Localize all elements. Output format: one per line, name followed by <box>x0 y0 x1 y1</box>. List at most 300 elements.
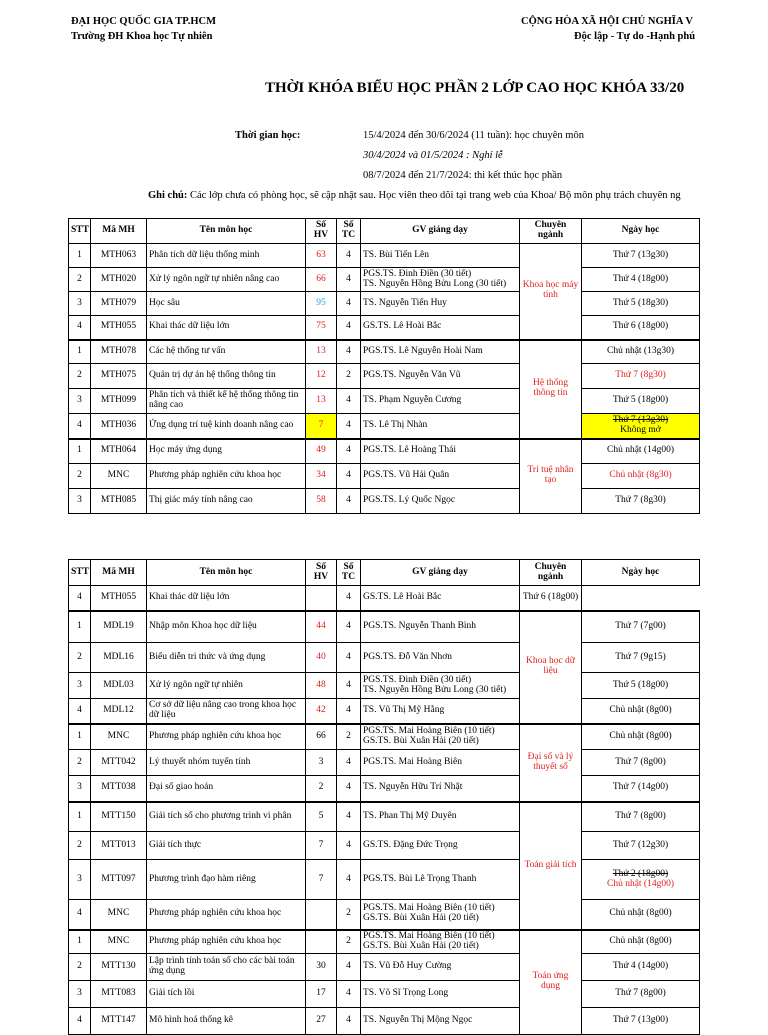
day-text: Thứ 5 (18g00) <box>612 679 669 690</box>
row-course-name: Lập trình tính toán số cho các bài toán ứng dụng <box>147 954 306 981</box>
day-text: Thứ 7 (8g00) <box>615 810 666 821</box>
row-stt: 2 <box>69 643 91 673</box>
row-course-name: Phân tích và thiết kế hệ thống thông tin nâng cao <box>147 389 306 414</box>
row-course-name: Biểu diễn tri thức và ứng dụng <box>147 643 306 673</box>
row-stt: 4 <box>69 316 91 340</box>
day-text: Thứ 7 (13g30) <box>612 414 669 425</box>
row-credits: 2 <box>337 724 361 750</box>
row-student-count: 13 <box>306 389 337 414</box>
row-student-count: 34 <box>306 464 337 489</box>
lecturer-name: PGS.TS. Lê Nguyễn Hoài Nam <box>363 345 483 356</box>
col-code: Mã MH <box>91 219 147 244</box>
row-student-count: 3 <box>306 750 337 776</box>
row-lecturer <box>361 439 520 464</box>
row-code: MTH055 <box>91 316 147 340</box>
day-text: Thứ 2 (18g00) <box>612 868 669 879</box>
row-lecturer <box>361 611 520 643</box>
row-course-name: Xử lý ngôn ngữ tự nhiên <box>147 673 306 699</box>
row-credits: 4 <box>337 340 361 364</box>
row-student-count: 27 <box>306 1008 337 1035</box>
row-lecturer <box>361 1008 520 1035</box>
col-day: Ngày học <box>582 219 700 244</box>
row-lecturer <box>361 268 520 292</box>
schedule-label: Thời gian học: <box>235 130 301 141</box>
row-code: MTT147 <box>91 1008 147 1035</box>
row-major: Trí tuệ nhân tạo <box>520 439 582 514</box>
row-stt: 1 <box>69 930 91 954</box>
row-credits: 4 <box>337 292 361 316</box>
row-day <box>582 439 700 464</box>
lecturer-name: GS.TS. Lê Hoài Bắc <box>363 591 442 602</box>
row-student-count: 48 <box>306 673 337 699</box>
row-stt: 2 <box>69 464 91 489</box>
lecturer-name: GS.TS. Bùi Xuân Hải (20 tiết) <box>363 940 479 951</box>
row-student-count: 17 <box>306 981 337 1008</box>
row-credits: 2 <box>337 930 361 954</box>
row-lecturer <box>361 900 520 930</box>
note-label: Ghi chú: <box>148 190 188 201</box>
col-lecturer: GV giảng dạy <box>361 560 520 586</box>
schedule-line-2: 30/4/2024 và 01/5/2024 : Nghỉ lễ <box>363 150 503 161</box>
row-code: MNC <box>91 724 147 750</box>
lecturer-name: TS. Nguyễn Hồng Bửu Long (30 tiết) <box>363 684 507 695</box>
day-text: Thứ 7 (8g00) <box>615 756 666 767</box>
row-credits: 4 <box>337 414 361 439</box>
day-text: Thứ 7 (13g00) <box>612 1015 669 1026</box>
row-credits: 4 <box>337 316 361 340</box>
row-day <box>582 414 700 439</box>
row-stt: 1 <box>69 802 91 832</box>
row-credits: 4 <box>337 750 361 776</box>
row-lecturer <box>361 244 520 268</box>
row-stt: 3 <box>69 489 91 514</box>
row-course-name: Phương pháp nghiên cứu khoa học <box>147 930 306 954</box>
row-lecturer <box>361 860 520 900</box>
row-credits: 4 <box>337 832 361 860</box>
row-lecturer <box>361 802 520 832</box>
row-lecturer <box>361 364 520 389</box>
row-code: MTH055 <box>91 586 147 611</box>
row-student-count: 40 <box>306 643 337 673</box>
row-lecturer <box>361 724 520 750</box>
row-major: Khoa học máy tính <box>520 244 582 340</box>
row-credits: 4 <box>337 489 361 514</box>
row-course-name: Học sâu <box>147 292 306 316</box>
row-stt: 2 <box>69 268 91 292</box>
row-day <box>582 930 700 954</box>
row-lecturer <box>361 316 520 340</box>
row-day <box>582 268 700 292</box>
table-row <box>69 750 700 776</box>
table-row <box>69 832 700 860</box>
row-stt: 1 <box>69 724 91 750</box>
row-stt: 3 <box>69 673 91 699</box>
row-lecturer <box>361 586 520 611</box>
row-student-count: 13 <box>306 340 337 364</box>
table-row <box>69 268 700 292</box>
row-course-name: Lý thuyết nhóm tuyến tính <box>147 750 306 776</box>
faculty-name: Trường ĐH Khoa học Tự nhiên <box>71 31 213 42</box>
row-student-count: 49 <box>306 439 337 464</box>
row-stt: 1 <box>69 340 91 364</box>
row-student-count: 95 <box>306 292 337 316</box>
lecturer-name: TS. Nguyễn Tiến Huy <box>363 297 447 308</box>
day-text: Chủ nhật (8g00) <box>609 935 672 946</box>
row-student-count: 44 <box>306 611 337 643</box>
schedule-line-1: 15/4/2024 đến 30/6/2024 (11 tuần): học chuyên môn <box>363 130 584 141</box>
row-course-name: Phân tích dữ liệu thống minh <box>147 244 306 268</box>
university-name: ĐẠI HỌC QUỐC GIA TP.HCM <box>71 16 216 27</box>
table-row <box>69 699 700 724</box>
day-text: Thứ 7 (8g30) <box>615 495 666 506</box>
row-day <box>582 802 700 832</box>
schedule-line-3: 08/7/2024 đến 21/7/2024: thi kết thúc học phần <box>363 170 563 181</box>
row-credits: 4 <box>337 464 361 489</box>
row-stt: 2 <box>69 364 91 389</box>
table-row <box>69 1008 700 1035</box>
day-text: Thứ 7 (8g30) <box>615 370 666 381</box>
day-text-2: Chủ nhật (14g00) <box>606 878 675 889</box>
table-row <box>69 439 700 464</box>
row-course-name: Khai thác dữ liệu lớn <box>147 316 306 340</box>
table-row <box>69 364 700 389</box>
row-major: Toán giải tích <box>520 802 582 930</box>
schedule-table-1 <box>68 218 700 514</box>
row-course-name: Học máy ứng dụng <box>147 439 306 464</box>
row-major: Khoa học dữ liệu <box>520 611 582 724</box>
day-text: Thứ 6 (18g00) <box>612 321 669 332</box>
row-student-count: 75 <box>306 316 337 340</box>
table-row <box>69 414 700 439</box>
row-day <box>582 724 700 750</box>
row-stt: 3 <box>69 776 91 802</box>
lecturer-name: PGS.TS. Mai Hoàng Biên (10 tiết) <box>363 930 495 941</box>
row-student-count: 7 <box>306 832 337 860</box>
row-code: MTT083 <box>91 981 147 1008</box>
table-row <box>69 389 700 414</box>
row-course-name: Cơ sở dữ liệu nâng cao trong khoa học dữ liệu <box>147 699 306 724</box>
row-credits: 4 <box>337 860 361 900</box>
day-text: Chủ nhật (14g00) <box>606 445 675 456</box>
national-motto-1: CỘNG HÒA XÃ HỘI CHỦ NGHĨA V <box>521 16 693 27</box>
row-course-name: Các hệ thống tư vấn <box>147 340 306 364</box>
row-lecturer <box>361 464 520 489</box>
lecturer-name: PGS.TS. Mai Hoàng Biên (10 tiết) <box>363 903 495 914</box>
row-course-name: Giải tích thực <box>147 832 306 860</box>
row-student-count: 42 <box>306 699 337 724</box>
lecturer-name: GS.TS. Đặng Đức Trọng <box>363 839 458 850</box>
row-course-name: Mô hình hoá thống kê <box>147 1008 306 1035</box>
row-code: MTH020 <box>91 268 147 292</box>
row-stt: 3 <box>69 292 91 316</box>
row-credits: 4 <box>337 673 361 699</box>
row-code: MTH078 <box>91 340 147 364</box>
row-stt: 3 <box>69 981 91 1008</box>
table-row <box>69 489 700 514</box>
row-day <box>582 776 700 802</box>
row-lecturer <box>361 389 520 414</box>
row-code: MDL03 <box>91 673 147 699</box>
row-student-count: 7 <box>306 414 337 439</box>
lecturer-name: GS.TS. Bùi Xuân Hải (20 tiết) <box>363 913 479 924</box>
row-day <box>582 389 700 414</box>
row-day <box>582 489 700 514</box>
table-row <box>69 586 700 611</box>
row-student-count <box>306 900 337 930</box>
lecturer-name: PGS.TS. Nguyễn Văn Vũ <box>363 370 461 381</box>
day-text: Thứ 4 (14g00) <box>612 961 669 972</box>
row-student-count: 63 <box>306 244 337 268</box>
row-stt: 1 <box>69 611 91 643</box>
row-lecturer <box>361 954 520 981</box>
row-code: MTT013 <box>91 832 147 860</box>
lecturer-name: TS. Lê Thị Nhàn <box>363 419 428 430</box>
row-credits: 4 <box>337 611 361 643</box>
day-text: Thứ 5 (18g00) <box>612 395 669 406</box>
table-row <box>69 464 700 489</box>
row-day <box>582 364 700 389</box>
row-day <box>582 750 700 776</box>
row-lecturer <box>361 930 520 954</box>
row-day <box>582 244 700 268</box>
lecturer-name: TS. Nguyễn Thị Mộng Ngọc <box>363 1015 473 1026</box>
table-row <box>69 643 700 673</box>
lecturer-name: GS.TS. Bùi Xuân Hải (20 tiết) <box>363 735 479 746</box>
row-day <box>582 699 700 724</box>
lecturer-name: TS. Nguyễn Hồng Bửu Long (30 tiết) <box>363 278 507 289</box>
row-lecturer <box>361 340 520 364</box>
col-stt: STT <box>69 219 91 244</box>
row-stt: 4 <box>69 699 91 724</box>
row-credits: 4 <box>337 268 361 292</box>
row-credits: 4 <box>337 439 361 464</box>
col-name: Tên môn học <box>147 219 306 244</box>
row-student-count: 66 <box>306 268 337 292</box>
row-day <box>582 643 700 673</box>
row-course-name: Đại số giao hoán <box>147 776 306 802</box>
row-course-name: Nhập môn Khoa học dữ liệu <box>147 611 306 643</box>
row-course-name: Quản trị dự án hệ thống thông tin <box>147 364 306 389</box>
lecturer-name: PGS.TS. Mai Hoàng Biên <box>363 756 462 767</box>
day-text: Thứ 7 (7g00) <box>615 620 666 631</box>
table-row <box>69 611 700 643</box>
col-code: Mã MH <box>91 560 147 586</box>
note-text: Các lớp chưa có phòng học, sẽ cập nhật sau. Học viên theo dõi tại trang web của Khoa/ Bộ môn phụ trách chuyên ng <box>187 190 681 201</box>
day-text-2: Không mở <box>620 424 661 435</box>
row-major: Toán ứng dụng <box>520 930 582 1035</box>
day-text: Chủ nhật (8g30) <box>609 470 672 481</box>
row-course-name: Phương pháp nghiên cứu khoa học <box>147 724 306 750</box>
row-code: MDL16 <box>91 643 147 673</box>
day-text: Chủ nhật (8g00) <box>609 908 672 919</box>
row-day <box>582 292 700 316</box>
row-code: MTH099 <box>91 389 147 414</box>
lecturer-name: PGS.TS. Mai Hoàng Biên (10 tiết) <box>363 725 495 736</box>
table-row <box>69 930 700 954</box>
lecturer-name: PGS.TS. Đỗ Văn Nhơn <box>363 651 453 662</box>
row-credits: 4 <box>337 389 361 414</box>
row-code: MTT130 <box>91 954 147 981</box>
row-day <box>582 900 700 930</box>
row-lecturer <box>361 699 520 724</box>
row-day <box>582 860 700 900</box>
day-text: Thứ 7 (12g30) <box>612 839 669 850</box>
row-lecturer <box>361 489 520 514</box>
row-lecturer <box>361 776 520 802</box>
row-code: MDL19 <box>91 611 147 643</box>
row-day <box>582 981 700 1008</box>
col-major: Chuyên ngành <box>520 219 582 244</box>
national-motto-2: Độc lập - Tự do -Hạnh phú <box>574 31 696 42</box>
row-code: MTH064 <box>91 439 147 464</box>
table-row <box>69 981 700 1008</box>
lecturer-name: TS. Vũ Thị Mỹ Hằng <box>363 704 445 715</box>
day-text: Thứ 7 (14g00) <box>612 782 669 793</box>
page-title: THỜI KHÓA BIỂU HỌC PHẦN 2 LỚP CAO HỌC KHÓA 33/20 <box>265 80 685 96</box>
lecturer-name: PGS.TS. Nguyễn Thanh Bình <box>363 620 477 631</box>
table-row <box>69 900 700 930</box>
row-code: MTH075 <box>91 364 147 389</box>
col-count: Số HV <box>306 219 337 244</box>
col-major: Chuyên ngành <box>520 560 582 586</box>
row-code: MNC <box>91 900 147 930</box>
row-student-count: 58 <box>306 489 337 514</box>
row-credits: 4 <box>337 586 361 611</box>
row-credits: 4 <box>337 954 361 981</box>
row-credits: 4 <box>337 1008 361 1035</box>
row-day <box>582 832 700 860</box>
col-credits: Số TC <box>337 560 361 586</box>
day-text: Chủ nhật (13g30) <box>606 345 675 356</box>
row-course-name: Khai thác dữ liệu lớn <box>147 586 306 611</box>
row-code: MTT097 <box>91 860 147 900</box>
row-lecturer <box>361 292 520 316</box>
lecturer-name: PGS.TS. Bùi Lê Trọng Thanh <box>363 873 477 884</box>
row-course-name: Xử lý ngôn ngữ tự nhiên nâng cao <box>147 268 306 292</box>
lecturer-name: TS. Bùi Tiến Lên <box>363 249 429 260</box>
row-stt: 4 <box>69 414 91 439</box>
lecturer-name: TS. Nguyễn Hữu Trí Nhật <box>363 782 463 793</box>
lecturer-name: PGS.TS. Đinh Điền (30 tiết) <box>363 268 472 279</box>
row-student-count: 2 <box>306 776 337 802</box>
day-text: Thứ 7 (8g00) <box>615 988 666 999</box>
row-code: MNC <box>91 464 147 489</box>
row-day <box>582 1008 700 1035</box>
day-text: Chủ nhật (8g00) <box>609 704 672 715</box>
row-code: MTH063 <box>91 244 147 268</box>
row-student-count: 5 <box>306 802 337 832</box>
row-stt: 2 <box>69 832 91 860</box>
row-day <box>582 464 700 489</box>
row-lecturer <box>361 643 520 673</box>
row-course-name: Ứng dụng trí tuệ kinh doanh nâng cao <box>147 414 306 439</box>
row-day <box>582 611 700 643</box>
col-day: Ngày học <box>582 560 700 586</box>
row-day <box>582 673 700 699</box>
row-course-name: Phương pháp nghiên cứu khoa học <box>147 900 306 930</box>
row-code: MNC <box>91 930 147 954</box>
row-credits: 2 <box>337 364 361 389</box>
col-lecturer: GV giảng dạy <box>361 219 520 244</box>
row-lecturer <box>361 981 520 1008</box>
table-row <box>69 860 700 900</box>
table-row <box>69 244 700 268</box>
row-stt: 1 <box>69 244 91 268</box>
row-lecturer <box>361 832 520 860</box>
table-row <box>69 724 700 750</box>
row-course-name: Thị giác máy tính nâng cao <box>147 489 306 514</box>
row-code: MTH085 <box>91 489 147 514</box>
row-lecturer <box>361 414 520 439</box>
row-credits: 4 <box>337 244 361 268</box>
schedule-table-2 <box>68 559 700 1035</box>
table-row <box>69 340 700 364</box>
row-code: MTH079 <box>91 292 147 316</box>
table-row <box>69 776 700 802</box>
day-text: Thứ 7 (9g15) <box>615 651 666 662</box>
row-stt: 1 <box>69 439 91 464</box>
row-code: MTT150 <box>91 802 147 832</box>
lecturer-name: TS. Phan Thị Mỹ Duyên <box>363 810 457 821</box>
lecturer-name: PGS.TS. Lê Hoàng Thái <box>363 445 456 456</box>
lecturer-name: TS. Võ Sĩ Trọng Long <box>363 988 449 999</box>
row-credits: 4 <box>337 643 361 673</box>
table-row <box>69 802 700 832</box>
lecturer-name: TS. Phạm Nguyễn Cương <box>363 395 462 406</box>
col-name: Tên môn học <box>147 560 306 586</box>
row-credits: 4 <box>337 776 361 802</box>
lecturer-name: TS. Vũ Đỗ Huy Cường <box>363 961 452 972</box>
row-day <box>520 586 582 611</box>
row-code: MTT042 <box>91 750 147 776</box>
col-count: Số HV <box>306 560 337 586</box>
row-lecturer <box>361 673 520 699</box>
day-text: Thứ 4 (18g00) <box>612 273 669 284</box>
day-text: Chủ nhật (8g00) <box>609 730 672 741</box>
row-course-name: Phương trình đạo hàm riêng <box>147 860 306 900</box>
row-stt: 4 <box>69 586 91 611</box>
day-text: Thứ 5 (18g30) <box>612 297 669 308</box>
row-stt: 4 <box>69 1008 91 1035</box>
note <box>148 190 681 201</box>
row-credits: 4 <box>337 802 361 832</box>
col-stt: STT <box>69 560 91 586</box>
table-row <box>69 316 700 340</box>
row-stt: 4 <box>69 900 91 930</box>
row-student-count: 7 <box>306 860 337 900</box>
col-credits: Số TC <box>337 219 361 244</box>
row-code: MDL12 <box>91 699 147 724</box>
row-student-count: 12 <box>306 364 337 389</box>
row-major: Đại số và lý thuyết số <box>520 724 582 802</box>
row-stt: 2 <box>69 954 91 981</box>
row-student-count <box>306 930 337 954</box>
row-major: Hệ thống thông tin <box>520 340 582 439</box>
lecturer-name: PGS.TS. Đinh Điền (30 tiết) <box>363 674 472 685</box>
day-text: Thứ 6 (18g00) <box>522 591 579 602</box>
row-course-name: Phương pháp nghiên cứu khoa học <box>147 464 306 489</box>
row-day <box>582 316 700 340</box>
table-row <box>69 673 700 699</box>
row-stt: 3 <box>69 389 91 414</box>
row-day <box>582 340 700 364</box>
row-student-count <box>306 586 337 611</box>
lecturer-name: GS.TS. Lê Hoài Bắc <box>363 321 442 332</box>
day-text: Thứ 7 (13g30) <box>612 249 669 260</box>
lecturer-name: PGS.TS. Lý Quốc Ngọc <box>363 495 456 506</box>
row-student-count: 66 <box>306 724 337 750</box>
row-credits: 4 <box>337 699 361 724</box>
